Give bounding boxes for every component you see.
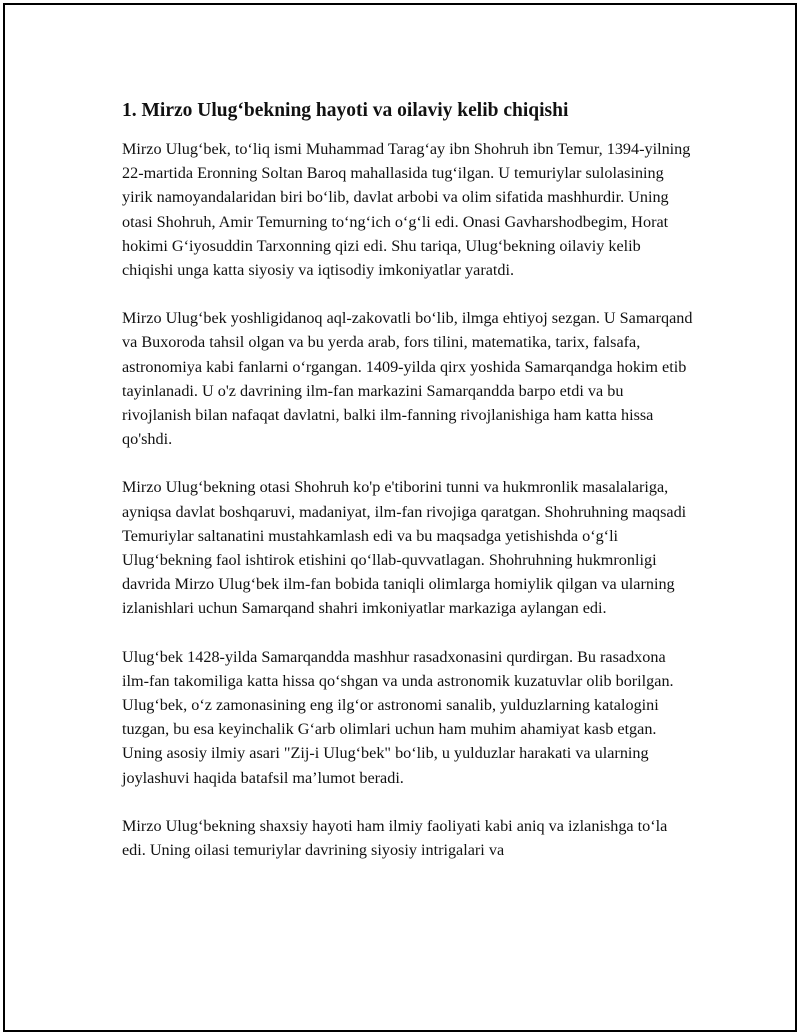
paragraph-4: Ulug‘bek 1428-yilda Samarqandda mashhur rasadxonasini qurdirgan. Bu rasadxona ilm-fan takomiliga katta hissa qo‘shgan va unda astronomik kuzatuvlar olib borilgan. Ulug‘bek, o‘z zamonasining eng ilg‘or astronomi sanalib, yulduzlarning katalogini tuzgan, bu esa keyinchalik G‘arb olimlari uchun ham muhim ahamiyat kasb etgan. Uning asosiy ilmiy asari "Zij-i Ulug‘bek" bo‘lib, u yulduzlar harakati va ularning joylashuvi haqida batafsil ma’lumot beradi. (122, 647, 674, 787)
section-heading: 1. Mirzo Ulug‘bekning hayoti va oilaviy kelib chiqishi (122, 100, 569, 121)
paragraph-2: Mirzo Ulug‘bek yoshligidanoq aql-zakovatli bo‘lib, ilmga ehtiyoj sezgan. U Samarqand va Buxoroda tahsil olgan va bu yerda arab, fors tilini, matematika, tarix, falsafa, astronomiya kabi fanlarni o‘rgangan. 1409-yilda qirx yoshida Samarqandga hokim etib tayinlanadi. U o'z davrining ilm-fan markazini Samarqandda barpo etdi va bu rivojlanish bilan nafaqat davlatni, balki ilm-fanning rivojlanishiga ham katta hissa qo'shdi. (122, 309, 693, 449)
document-body (122, 97, 694, 886)
paragraph-1: Mirzo Ulug‘bek, to‘liq ismi Muhammad Tarag‘ay ibn Shohruh ibn Temur, 1394-yilning 22-martida Eronning Soltan Baroq mahallasida tug‘ilgan. U temuriylar sulolasining yirik namoyandalaridan biri bo‘lib, davlat arbobi va olim sifatida mashhurdir. Uning otasi Shohruh, Amir Temurning to‘ng‘ich o‘g‘li edi. Onasi Gavharshodbegim, Horat hokimi G‘iyosuddin Tarxonning qizi edi. Shu tariqa, Ulug‘bekning oilaviy kelib chiqishi unga katta siyosiy va iqtisodiy imkoniyatlar yaratdi. (122, 140, 691, 280)
paragraph-5: Mirzo Ulug‘bekning shaxsiy hayoti ham ilmiy faoliyati kabi aniq va izlanishga to‘la edi. Uning oilasi temuriylar davrining siyosiy intrigalari va (122, 816, 668, 860)
page-frame (3, 3, 797, 1032)
paragraph-3: Mirzo Ulug‘bekning otasi Shohruh ko'p e'tiborini tunni va hukmronlik masalalariga, ayniqsa davlat boshqaruvi, madaniyat, ilm-fan rivojiga qaratgan. Shohruhning maqsadi Temuriylar saltanatini mustahkamlash edi va bu maqsadga yetishishda o‘g‘li Ulug‘bekning faol ishtirok etishini qo‘llab-quvvatlagan. Shohruhning hukmronligi davrida Mirzo Ulug‘bek ilm-fan bobida taniqli olimlarga homiylik qilgan va ularning izlanishlari uchun Samarqand shahri imkoniyatlar markaziga aylangan edi. (122, 478, 687, 618)
